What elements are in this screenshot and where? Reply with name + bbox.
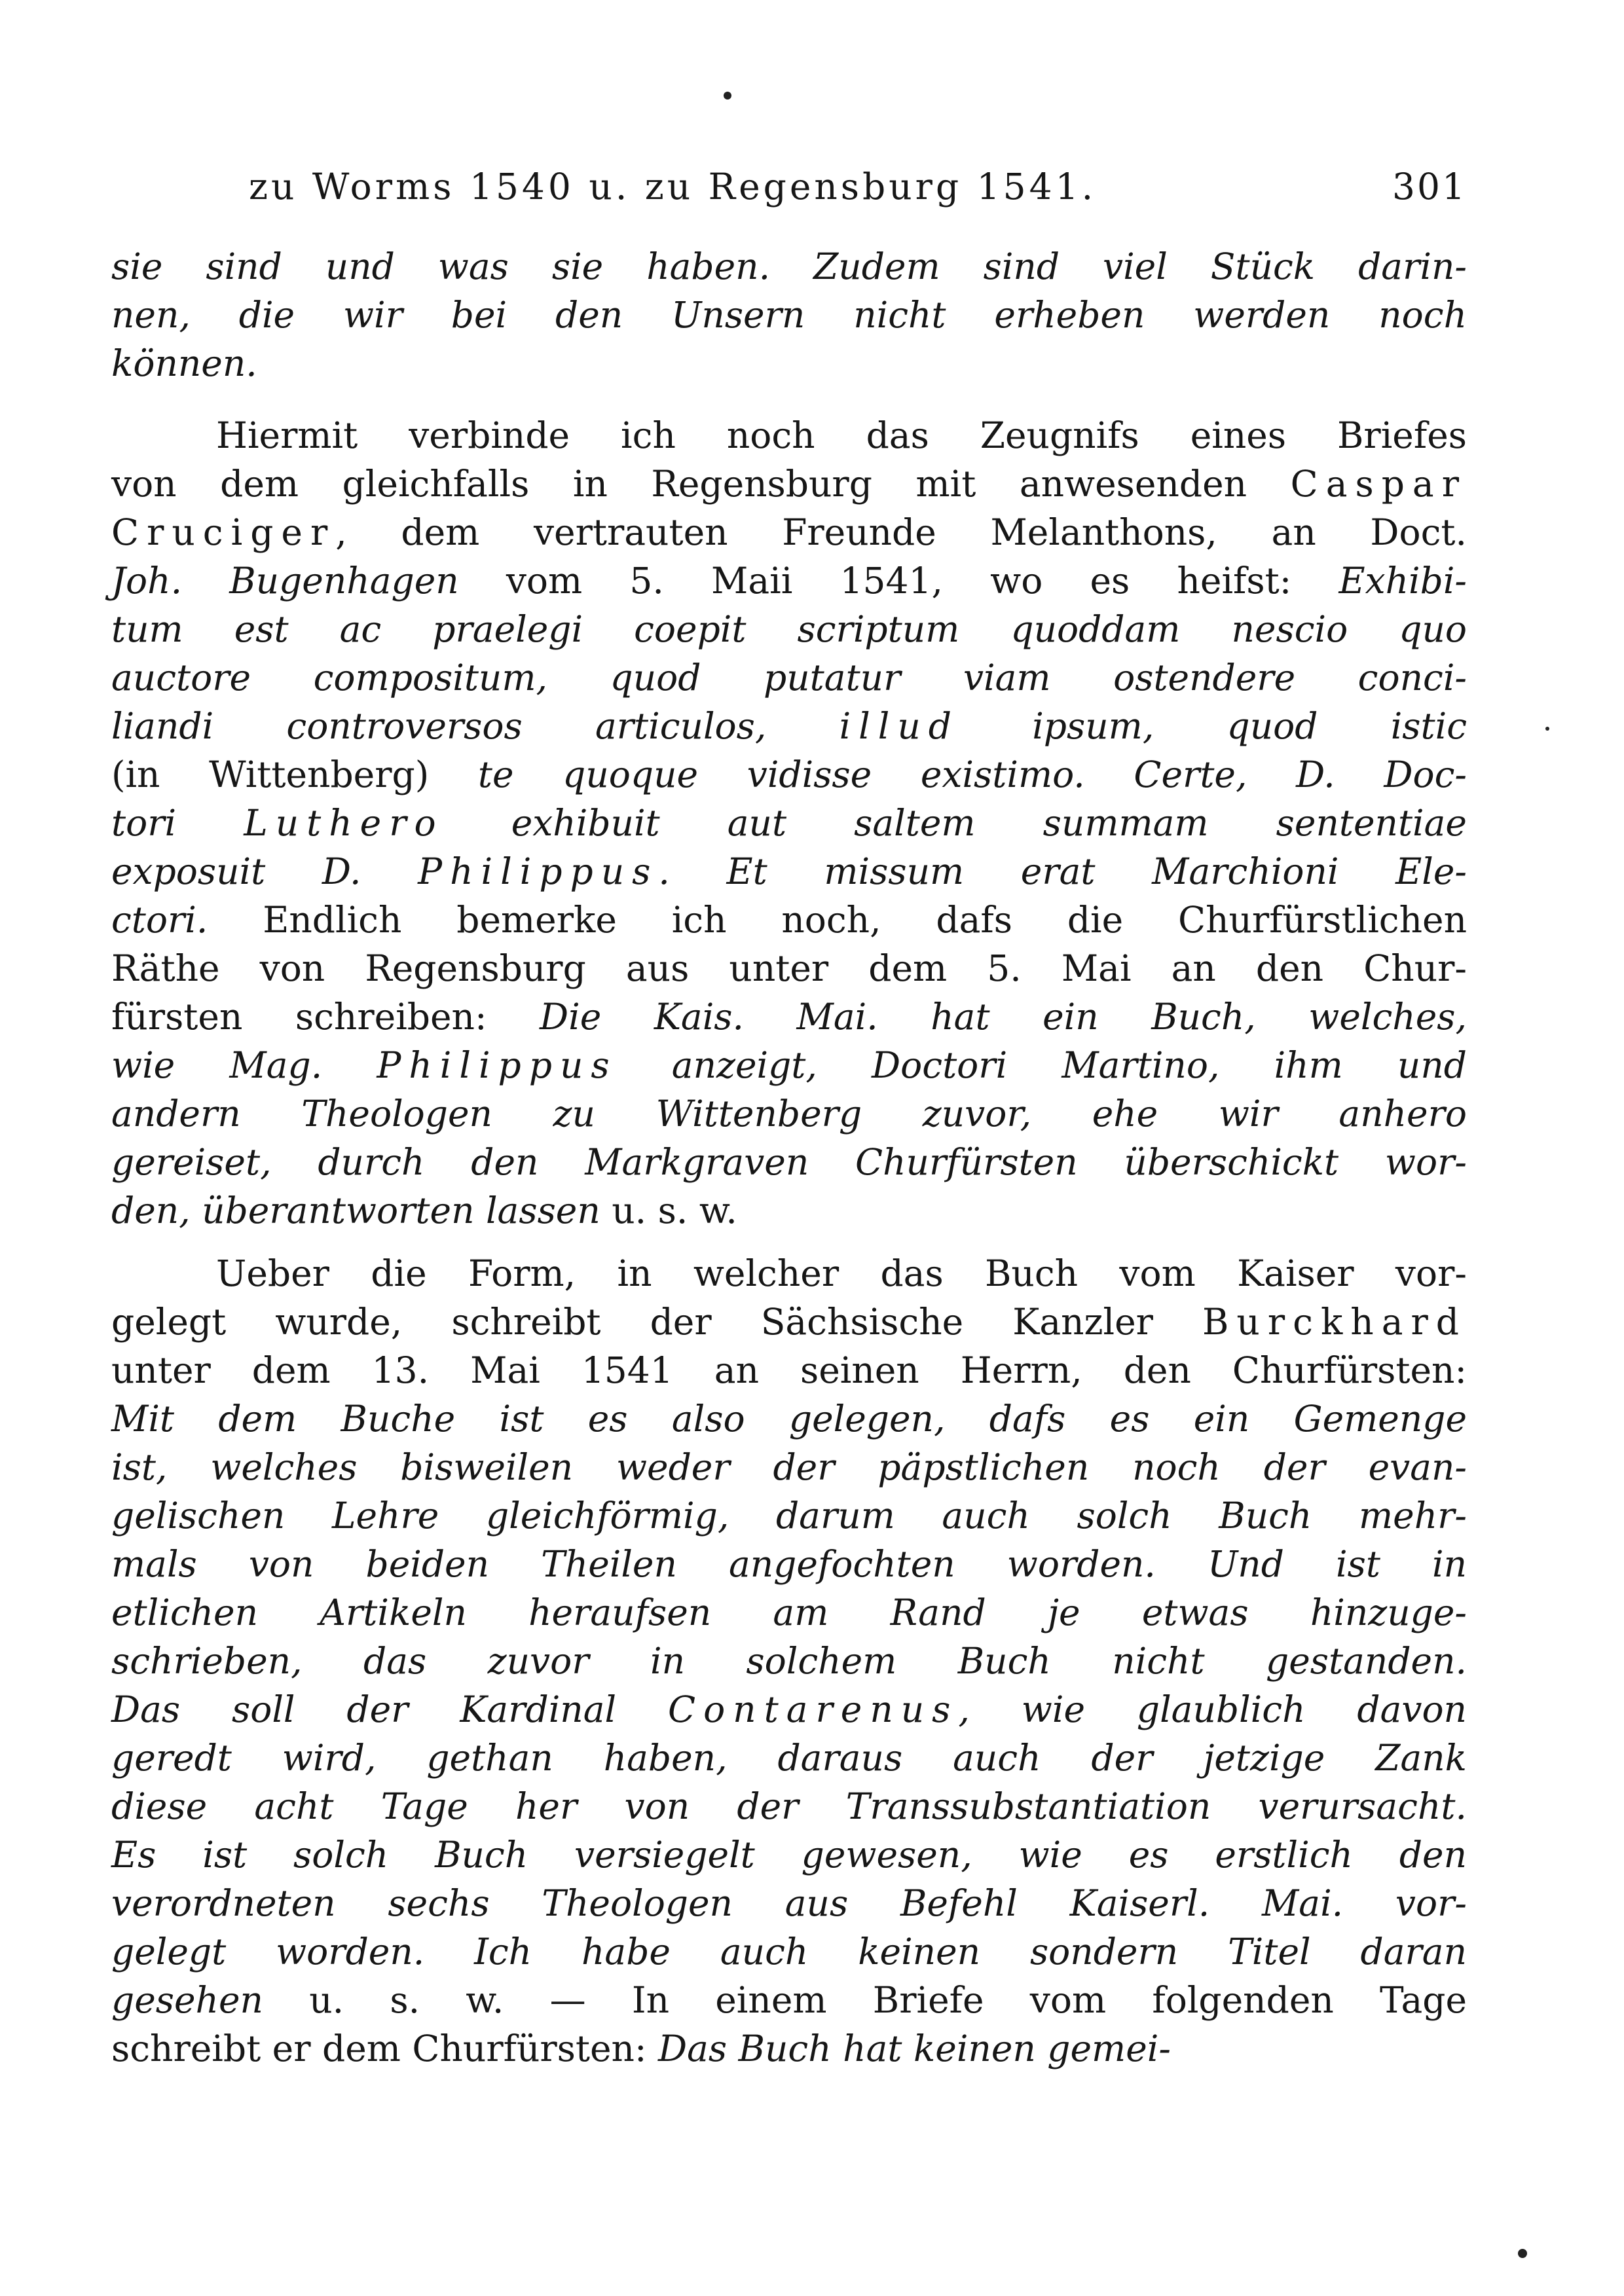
text-line [111,1588,1467,1637]
italic-quote-text: den, überantworten lassen [111,1190,600,1231]
body-text: (in Wittenberg) [111,754,478,795]
text-line [111,750,1467,799]
italic-quote-text: gesehen [111,1979,263,2021]
running-head-title: zu Worms 1540 u. zu Regensburg 1541. [249,166,1097,208]
italic-quote-text: exhibuit aut saltem summam sententiae [443,802,1467,844]
spaced-name: Cruciger [111,511,336,553]
spaced-name: Burckhard [1202,1301,1467,1343]
body-text: Ueber die Form, in welcher das Buch vom Kaiser vor- [216,1252,1467,1294]
text-line [111,291,1467,339]
text-line [111,1298,1467,1346]
text-line [111,508,1467,556]
italic-quote-text: gelischen Lehre gleichförmig, darum auch solch Buch mehr- [111,1495,1467,1537]
italic-quote-text: Das soll der Kardinal [111,1688,668,1730]
paragraph-continuation [111,242,1467,388]
text-line [111,1831,1467,1879]
text-line [111,1346,1467,1394]
italic-quote-text: Mit dem Buche ist es also gelegen, dafs es ein Gemenge [111,1398,1467,1440]
scan-speck [1518,2249,1527,2258]
body-text: u. s. w. [600,1190,737,1231]
page-number: 301 [1392,166,1467,208]
text-line [111,702,1467,750]
text-line [111,993,1467,1041]
text-line [111,847,1467,896]
text-line [111,242,1467,291]
body-text: gelegt wurde, schreibt der Sächsische Kanzler [111,1301,1203,1343]
italic-quote-text: te quoque vidisse existimo. Certe, D. Doc- [477,754,1467,795]
scan-speck [1545,727,1549,731]
body-text: , dem vertrauten Freunde Melanthons, an Doct. [335,511,1467,553]
spaced-name: Philippus [418,850,659,892]
paragraph-burckhard-letter [111,1249,1467,2073]
text-line [111,1041,1467,1089]
italic-quote-text: anzeigt, Doctori Martino, ihm und [617,1044,1467,1086]
paragraph-cruciger-letter [111,411,1467,1235]
text-line [111,1637,1467,1685]
text-line [111,1976,1467,2024]
italic-quote-text: ipsum, quod istic [959,705,1467,747]
italic-quote-text: Joh. Bugenhagen [111,560,459,602]
text-line [111,339,1467,388]
italic-quote-text: andern Theologen zu Wittenberg zuvor, ehe wir anhero [111,1093,1467,1135]
italic-quote-text: mals von beiden Theilen angefochten worden. Und ist in [111,1543,1467,1585]
italic-quote-text: geredt wird, gethan haben, daraus auch der jetzige Zank [111,1737,1467,1779]
italic-quote-text: tori [111,802,244,844]
italic-quote-text: nen, die wir bei den Unsern nicht erheben werden noch [111,294,1467,336]
text-line [111,1089,1467,1138]
text-line [111,1394,1467,1443]
text-line [111,556,1467,605]
body-text: fürsten schreiben: [111,996,540,1038]
text-line [111,1491,1467,1540]
text-line [111,1138,1467,1186]
italic-quote-text: gereiset, durch den Markgraven Churfürsten überschickt wor- [111,1141,1467,1183]
body-text: Endlich bemerke ich noch, dafs die Churfürstlichen [208,899,1467,941]
text-line [111,1249,1467,1298]
italic-quote-text: können. [111,342,257,384]
body-text: unter dem 13. Mai 1541 an seinen Herrn, den Churfürsten: [111,1349,1467,1391]
italic-quote-text: liandi controversos articulos, [111,705,840,747]
body-text: Räthe von Regensburg aus unter dem 5. Mai an den Chur- [111,947,1467,989]
italic-quote-text: diese acht Tage her von der Transsubstantiation verursacht. [111,1785,1467,1827]
text-line [111,799,1467,847]
spaced-name: Philippus [377,1044,618,1086]
body-text: vom 5. Maii 1541, wo es heifst: [458,560,1339,602]
italic-quote-text: auctore compositum, quod putatur viam ostendere conci- [111,657,1467,699]
text-line [111,1186,1467,1235]
text-line [111,653,1467,702]
body-text: Hiermit verbinde ich noch das Zeugnifs eines Briefes [216,414,1467,456]
text-line [111,605,1467,653]
body-text: schreibt er dem Churfürsten: [111,2028,658,2069]
text-line [111,1443,1467,1491]
italic-quote-text: , wie glaublich davon [958,1688,1467,1730]
italic-quote-text: tum est ac praelegi coepit scriptum quoddam nescio quo [111,608,1467,650]
text-line [111,944,1467,993]
italic-quote-text: wie Mag. [111,1044,377,1086]
italic-quote-text: ist, welches bisweilen weder der päpstlichen noch der evan- [111,1446,1467,1488]
italic-quote-text: ctori. [111,899,208,941]
text-line [111,1540,1467,1588]
text-line [111,411,1467,460]
italic-quote-text: . Et missum erat Marchioni Ele- [658,850,1467,892]
italic-quote-text: sie sind und was sie haben. Zudem sind viel Stück darin- [111,246,1467,287]
italic-quote-text: Exhibi- [1338,560,1467,602]
scan-speck [724,92,731,100]
italic-quote-text: exposuit D. [111,850,418,892]
text-line [111,1685,1467,1734]
italic-quote-text: verordneten sechs Theologen aus Befehl Kaiserl. Mai. vor- [111,1882,1467,1924]
italic-quote-text: gelegt worden. Ich habe auch keinen sondern Titel daran [111,1931,1467,1973]
spaced-name: Luthero [244,802,444,844]
spaced-name: Contarenus [667,1688,959,1730]
text-line [111,460,1467,508]
italic-quote-text: etlichen Artikeln heraufsen am Rand je etwas hinzuge- [111,1592,1467,1633]
text-line [111,896,1467,944]
spaced-name: Caspar [1290,463,1467,505]
italic-quote-text: Das Buch hat keinen gemei- [658,2028,1171,2069]
body-text: u. s. w. — In einem Briefe vom folgenden Tage [263,1979,1467,2021]
running-header [164,157,1467,216]
text-line [111,1734,1467,1782]
text-line [111,2024,1467,2073]
text-line [111,1782,1467,1831]
italic-quote-text: schrieben, das zuvor in solchem Buch nicht gestanden. [111,1640,1467,1682]
text-line [111,1927,1467,1976]
italic-quote-text: Die Kais. Mai. hat ein Buch, welches, [540,996,1467,1038]
text-line [111,1879,1467,1927]
body-text: von dem gleichfalls in Regensburg mit anwesenden [111,463,1291,505]
spaced-name: illud [839,705,959,747]
italic-quote-text: Es ist solch Buch versiegelt gewesen, wie es erstlich den [111,1834,1467,1876]
